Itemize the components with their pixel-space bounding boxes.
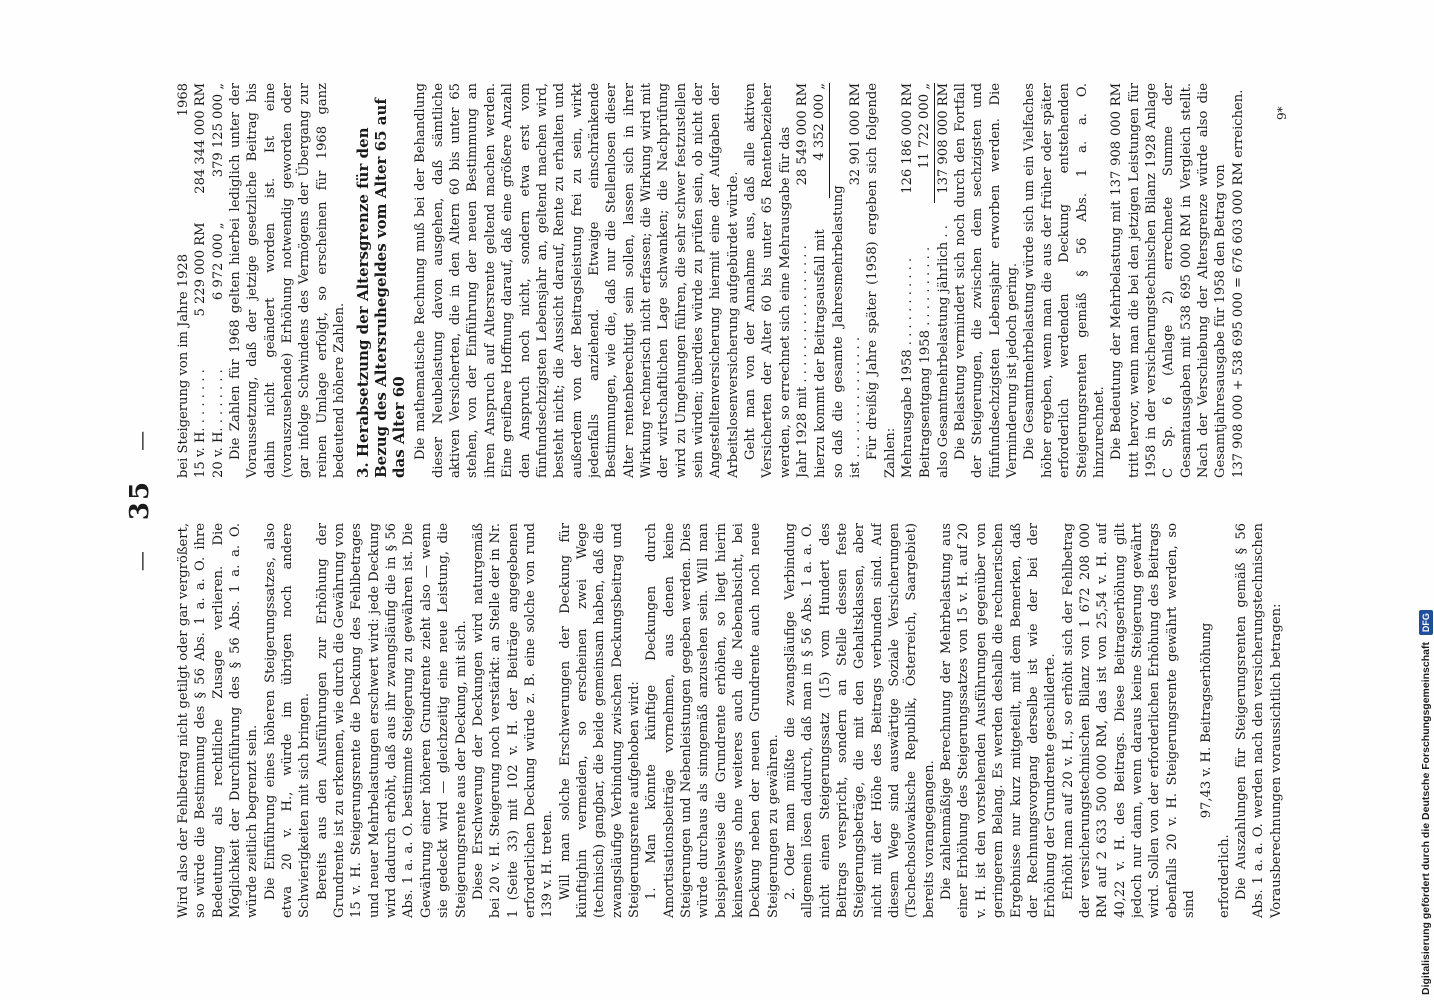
paragraph: Bereits aus den Ausführungen zur Erhöhung der Grundrente ist zu erkennen, wie durch die Gewährung von 15 v. H. Steigerungsrente die Deckung des Fehlbetrages und neuer Mehrbelastungen erschwert wird: jede Deckung wird dadurch erhöht, daß aus ihr zwangsläufig die in § 56 Abs. 1 a. a. O. bestimmte Steigerung zu gewähren ist. Die Gewährung einer höheren Grundrente zieht also — wenn sie gedeckt wird — gleichzeitig eine neue Leistung, die Steigerungsrente aus der Deckung, mit sich. [314,523,469,918]
row-label: Mehrausgabe 1958 . . . . . . . . . . . [900,257,916,478]
paragraph: Wird also der Fehlbetrag nicht getilgt oder gar vergrößert, so würde die Bestimmung des § 56 Abs. 1 a. a. O. ihre Bedeutung als rechtliche Zusage verlieren. Die Möglichkeit der Durchführung des § 56 Abs. 1 a. a. O. würde zeitlich begrenzt sein. [176,523,261,918]
mehrausgabe-table [794,83,830,478]
paragraph: Die Zahlen für 1968 gelten hierbei lediglich unter der Voraussetzung, daß der jetzige gesetzliche Beitrag bis dahin nicht geändert worden ist. Ist eine (vorauszusehende) Erhöhung notwendig geworden oder gar infolge Schwindens des Vermögens der Übergang zur reinen Umlage erfolgt, so erscheinen für 1968 ganz bedeutend höhere Zahlen. [228,83,348,478]
paragraph: Die zahlenmäßige Berechnung der Mehrbelastung aus einer Erhöhung des Steigerungssatzes von 15 v. H. auf 20 v. H. ist den vorstehenden Ausführungen gegenüber von geringerem Belang. Es werden deshalb die rechnerischen Ergebnisse nur kurz mitgeteilt, mit dem Bemerken, daß der Rechnungsvorgang derselbe ist wie der bei der Erhöhung der Grundrente geschilderte. [939,523,1059,918]
gesamt-table [830,83,865,478]
left-column [175,523,1305,918]
dfg-logo: DFG [1419,610,1433,635]
header-dash-right: — [129,428,153,451]
banner-text-container [1415,0,1434,1007]
right-column [175,83,1305,478]
table-row [210,83,227,478]
steigerung-table [175,83,192,478]
row-value-1928: 6 972 000 „ [210,222,226,301]
page-number: 35 [125,479,155,521]
table-row [192,83,209,478]
paragraph: Diese Erschwerung der Deckungen wird naturgemäß bei 20 v. H. Steigerung noch verstärkt: an Stelle der in Nr. 1 (Seite 33) mit 102 v. H. der Beiträge angegebenen erforderlichen Deckung würde z. B. eine solche von rund 139 v. H. treten. [470,523,556,918]
row-value: 11 722 000 „ [916,83,934,203]
paragraph: Die Auszahlungen für Steigerungsrenten gemäß § 56 Abs. 1 a. a. O. werden nach den versicherungstechnischen Vorausberechnungen voraussichtlich betragen: [1233,523,1284,918]
paragraph: Geht man von der Annahme aus, daß alle aktiven Versicherten der Alter 60 bis unter 65 Rentenbezieher werden, so errechnet sich eine Mehrausgabe für das [742,83,793,478]
table-1958 [899,83,952,478]
steigerung-values [192,83,227,478]
row-label: so daß die gesamte Jahresmehrbelastung ist . . . . . . . . . . . . . . . [830,185,864,478]
table-row [916,83,934,478]
row-label: 20 v. H. . . . . . . . [210,369,226,478]
table-row [830,83,865,478]
row-label: Beitragsentgang 1958 . . . . . . . . . . [917,246,933,478]
table-intro: bei Steigerung von im Jahre 1928 [176,253,191,478]
paragraph: Die Einführung eines höheren Steigerungssatzes, also etwa 20 v. H., würde im übrigen noch andere Schwierigkeiten mit sich bringen. [262,523,313,918]
rotated-document-page [107,60,1327,940]
section-heading: 3. Herabsetzung der Altersgrenze für den Bezug des Altersruhegeldes vom Alter 65 auf das Alter 60 [354,98,409,478]
signature-mark: 9* [1275,106,1289,120]
row-value: 4 352 000 „ [811,83,829,198]
row-value: 32 901 000 RM [848,83,864,186]
paragraph: Die mathematische Rechnung muß bei der Behandlung dieser Neubelastung davon ausgehen, daß sämtliche aktiven Versicherten, die in den Altern 60 bis unter 65 stehen, von der Einführung der neuen Bestimmung an ihren Anspruch auf Altersrente geltend machen werden. Eine greifbare Hoffnung darauf, daß eine größere Anzahl den Anspruch noch nicht, sondern etwa erst vom fünfundsechzigsten Lebensjahr an, geltend machen wird, besteht nicht; die Aussicht darauf, Rente zu erhalten und außerdem von der Beitragsleistung frei zu sein, wirkt jedenfalls anziehend. Etwaige einschränkende Bestimmungen, wie die, daß nur die Stellenlosen dieser Alter rentenberechtigt sein sollen, lassen sich in ihrer Wirkung rechnerisch nicht erfassen; die Wirkung wird mit der wirtschaftlichen Lage schwanken; die Nachprüfung wird zu Umgehungen führen, die sehr schwer festzustellen sein würden; überdies würde zu prüfen sein, ob nicht der Angestelltenversicherung hiermit eine der Aufgaben der Arbeitslosenversicherung aufgebürdet würde. [413,83,741,478]
paragraph: Die Gesamtmehrbelastung würde sich um ein Vielfaches höher ergeben, wenn man die aus der früher oder später erforderlich werdenden Deckung entstehenden Steigerungsrenten gemäß § 56 Abs. 1 a. a. O. hinzurechnet. [1022,83,1107,478]
paragraph: 1. Man könnte künftige Deckungen durch Amortisationsbeiträge vornehmen, aus denen keine Steigerungen und Nebenleistungen gegeben werden. Dies würde durchaus als sinngemäß anzusehen sein. Will man beispielsweise die Grundrente erhöhen, so liegt hierin keineswegs ohne weiteres auch die Nebenabsicht, bei Deckung neben der neuen Grundrente auch noch neue Steigerungen zu gewähren. [644,523,781,918]
paragraph: Für dreißig Jahre später (1958) ergeben sich folgende Zahlen: [865,83,898,478]
paragraph: Will man solche Erschwerungen der Deckung für künftighin vermeiden, so erscheinen zwei Wege (technisch) gangbar, die beide gemeinsam haben, daß die zwangsläufige Verbindung zwischen Deckungsbeitrag und Steigerungsrente aufgehoben wird: [557,523,642,918]
row-label: hierzu kommt der Beitragsausfall mit [812,229,828,478]
row-value-1968: 379 125 000 „ [210,83,226,178]
row-value: 28 549 000 RM [795,83,810,186]
paragraph: erforderlich. [1216,834,1232,918]
table-row [934,83,952,478]
row-label: 15 v. H. . . . . . . . [193,369,209,478]
formula-line: 97,43 v. H. Beitragserhöhung [1199,622,1215,819]
paragraph: Erhöht man auf 20 v. H., so erhöht sich der Fehlbetrag der versicherungstechnischen Bilanz von 1 672 208 000 RM auf 2 633 500 000 RM, das ist von 25,54 v. H. auf 40,22 v. H. des Beitrags. Diese Beitragserhöhung gilt jedoch nur dann, wenn daraus keine Steigerung gewährt wird. Sollen von der erforderlichen Erhöhung des Beitrags ebenfalls 20 v. H. Steigerungsrente gewährt werden, so sind [1060,523,1197,918]
header-dash-left: — [129,549,153,572]
row-value-1968: 284 344 000 RM [193,83,209,194]
table-row [899,83,916,478]
row-label: also Gesamtmehrbelastung jährlich . . [935,225,951,478]
banner-text: Digitalisierung gefördert durch die Deutsche Forschungsgemeinschaft [1420,642,1432,995]
digitization-banner [1406,0,1434,1000]
row-value: 126 186 000 RM [900,83,916,194]
table-row [811,83,829,478]
page-number-header [125,60,165,940]
row-value: 137 908 000 RM [935,83,951,194]
table-row [794,83,811,478]
row-label: Jahr 1928 mit . . . . . . . . . . . . . . . . . [795,245,810,478]
row-value-1928: 5 229 000 RM [193,222,209,317]
paragraph: Die Belastung vermindert sich noch durch den Fortfall der Steigerungen, die zwischen dem sechzigsten und fünfundsechzigsten Lebensjahr erworben werden. Die Verminderung ist jedoch gering. [953,83,1021,478]
formula-line: 137 908 000 + 538 695 000 = 676 603 000 RM erreichen. [1230,89,1246,478]
table-year-header: 1968 [176,83,191,117]
paragraph: 2. Oder man müßte die zwangsläufige Verbindung allgemein lösen dadurch, daß man in § 56 Abs. 1 a. a. O. nicht einen Steigerungssatz (15) vom Hundert des Beitrags verspricht, sondern an Stelle dessen feste Steigerungsbeträge, die mit den Gehaltsklassen, aber nicht mit der Höhe des Beitrags verbunden sind. Auf diesem Wege sind auswärtige Soziale Versicherungen (Tschechoslowakische Republik, Österreich, Saargebiet) bereits vorangegangen. [783,523,937,918]
paragraph: Die Bedeutung der Mehrbelastung mit 137 908 000 RM tritt hervor, wenn man die bei den jetzigen Leistungen für 1958 in der versicherungstechnischen Bilanz 1928 Anlage C Sp. 6 (Anlage 2) errechnete Summe der Gesamtausgaben mit 538 695 000 RM in Vergleich stellt. Nach der Verschiebung der Altersgrenze würde also die Gesamtjahresausgabe für 1958 den Betrag von [1109,83,1229,478]
